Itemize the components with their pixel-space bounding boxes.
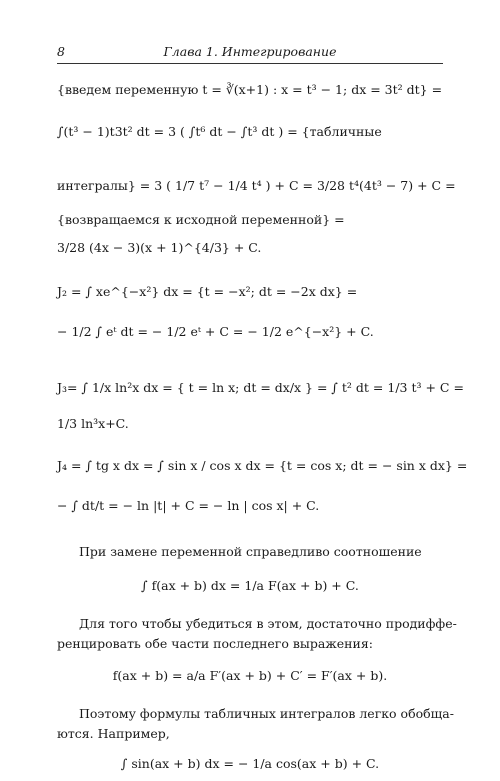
math-line: 3/28 (4x − 3)(x + 1)^{4/3} + C.: [57, 240, 262, 255]
running-title: Глава 1. Интегрирование: [163, 44, 337, 59]
math-line: J₄ = ∫ tg x dx = ∫ sin x / cos x dx = {t = cos x; dt = − sin x dx} =: [57, 458, 468, 473]
display-formula: ∫ f(ax + b) dx = 1/a F(ax + b) + C.: [141, 578, 359, 593]
math-line: J₃= ∫ 1/x ln²x dx = { t = ln x; dt = dx/x } = ∫ t² dt = 1/3 t³ + C =: [57, 380, 464, 395]
text-paragraph: Поэтому формулы табличных интегралов легко обобща-: [79, 706, 454, 721]
math-line: интегралы} = 3 ( 1/7 t⁷ − 1/4 t⁴ ) + C = 3/28 t⁴(4t³ − 7) + C =: [57, 178, 456, 193]
math-line: − 1/2 ∫ eᵗ dt = − 1/2 eᵗ + C = − 1/2 e^{−x²} + C.: [57, 324, 374, 339]
display-formula: f(ax + b) = a/a F′(ax + b) + C′ = F′(ax + b).: [112, 668, 388, 683]
text-paragraph: ренцировать обе части последнего выражения:: [57, 636, 373, 651]
page-header: [57, 44, 443, 62]
math-line: {возвращаемся к исходной переменной} =: [57, 212, 345, 227]
page-number: 8: [57, 44, 65, 59]
header-rule: [57, 63, 443, 64]
display-formula: ∫ sin(ax + b) dx = − 1/a cos(ax + b) + C.: [120, 756, 380, 771]
math-line: {введем переменную t = ∛(x+1) : x = t³ − 1; dx = 3t² dt} =: [57, 82, 443, 97]
math-line: J₂ = ∫ xe^{−x²} dx = {t = −x²; dt = −2x dx} =: [57, 284, 358, 299]
text-paragraph: ются. Например,: [57, 726, 170, 741]
text-paragraph: Для того чтобы убедиться в этом, достаточно продиффе-: [79, 616, 457, 631]
text-paragraph: При замене переменной справедливо соотношение: [79, 544, 422, 559]
math-line: − ∫ dt/t = − ln |t| + C = − ln | cos x| + C.: [57, 498, 320, 513]
math-line: 1/3 ln³x+C.: [57, 416, 129, 431]
math-line: ∫(t³ − 1)t3t² dt = 3 ( ∫t⁶ dt − ∫t³ dt ) = {табличные: [57, 124, 382, 139]
